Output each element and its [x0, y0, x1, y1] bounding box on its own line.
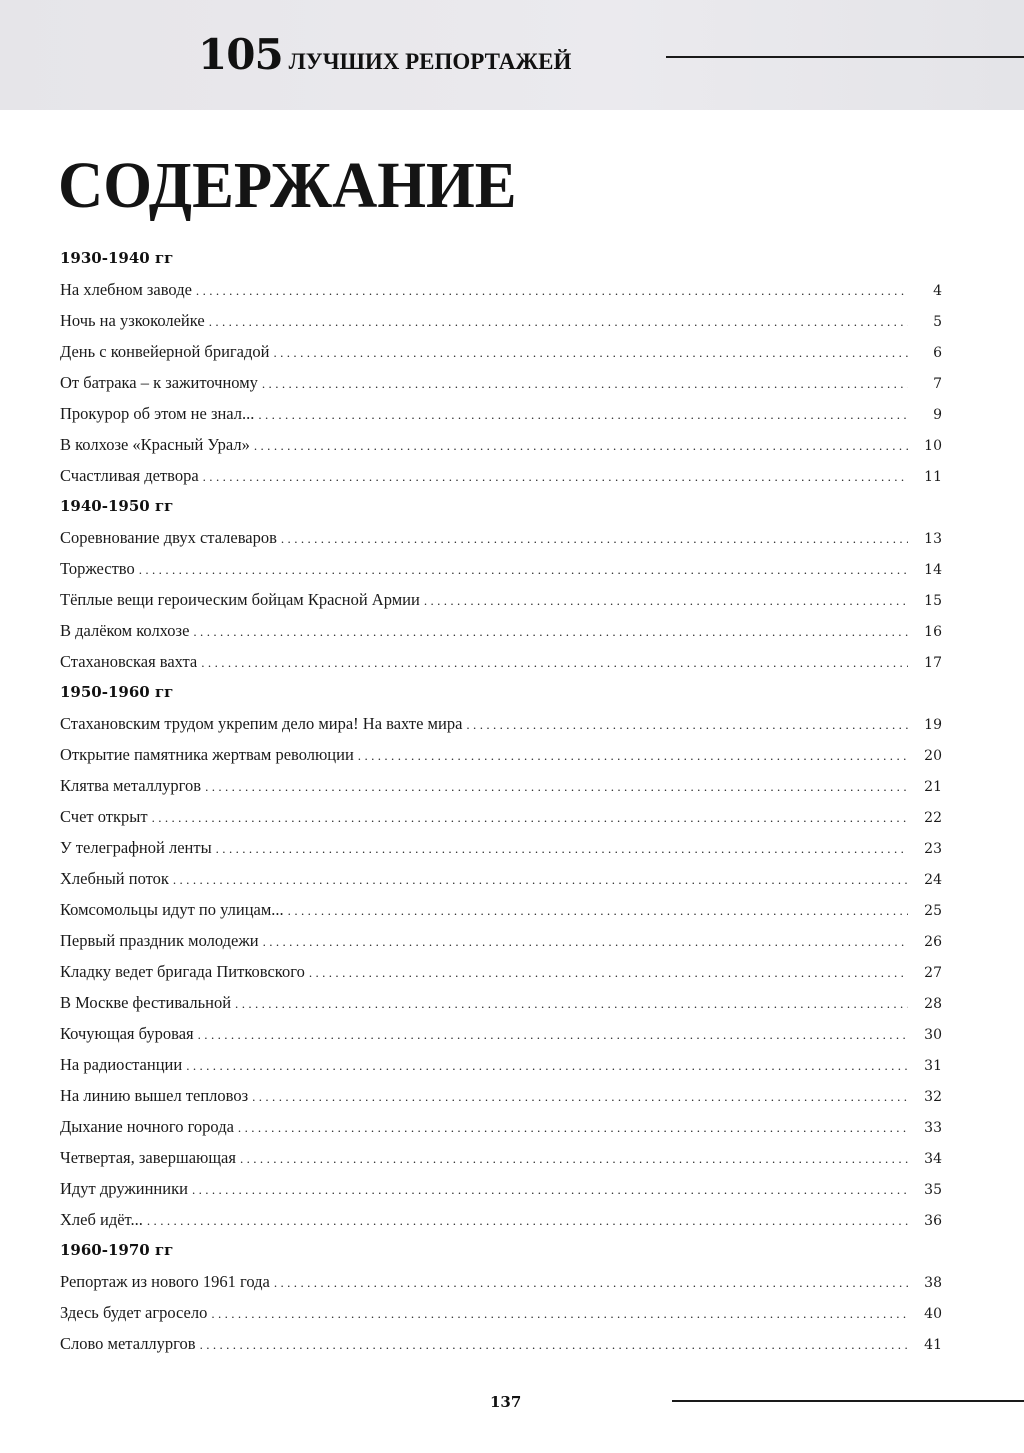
toc-entry-title: Счет открыт	[60, 807, 148, 826]
toc-entry-page: 10	[924, 438, 942, 454]
toc-entry-title: В колхозе «Красный Урал»	[60, 435, 250, 454]
toc-entry-page: 14	[924, 562, 942, 578]
header-rule	[666, 56, 1024, 58]
toc-entry-title: Ночь на узкоколейке	[60, 311, 205, 330]
toc-entry-page: 40	[924, 1306, 942, 1322]
toc-entry-title: Счастливая детвора	[60, 466, 199, 485]
toc-entry-title: Клятва металлургов	[60, 776, 202, 795]
toc-entry[interactable]	[60, 398, 942, 429]
dot-leader	[238, 1112, 908, 1143]
toc-entry[interactable]	[60, 1173, 942, 1204]
toc-entry-title: Стахановским трудом укрепим дело мира! На вахте мира	[60, 714, 463, 733]
toc-entry[interactable]	[60, 1142, 942, 1173]
toc-entry-page: 27	[924, 965, 942, 981]
toc-entry[interactable]	[60, 770, 942, 801]
dot-leader	[424, 585, 908, 616]
toc-entry[interactable]	[60, 1049, 942, 1080]
dot-leader	[209, 306, 908, 337]
toc-entry-page: 19	[924, 717, 942, 733]
toc-entry-title: Тёплые вещи героическим бойцам Красной Армии	[60, 590, 420, 609]
toc-entry-title: Здесь будет агросело	[60, 1303, 208, 1322]
section-heading: 1940-1950 гг	[60, 497, 174, 515]
toc-entry-title: Хлебный поток	[60, 869, 169, 888]
toc-entry-page: 38	[924, 1275, 942, 1291]
dot-leader	[216, 833, 908, 864]
toc-entry-page: 31	[924, 1058, 942, 1074]
toc-entry-title: От батрака – к зажиточному	[60, 373, 258, 392]
toc-entry-title: Слово металлургов	[60, 1334, 196, 1353]
toc-entry-title: Кладку ведет бригада Питковского	[60, 962, 305, 981]
toc-entry-page: 11	[924, 469, 942, 485]
toc-entry-page: 6	[933, 345, 942, 361]
table-of-contents	[60, 243, 942, 1359]
toc-entry-page: 4	[933, 283, 942, 299]
toc-entry-title: Прокурор об этом не знал...	[60, 404, 255, 423]
toc-entry[interactable]	[60, 584, 942, 615]
toc-entry[interactable]	[60, 336, 942, 367]
toc-entry[interactable]	[60, 1080, 942, 1111]
toc-entry[interactable]	[60, 1204, 942, 1235]
toc-entry[interactable]	[60, 305, 942, 336]
toc-entry-page: 36	[924, 1213, 942, 1229]
toc-entry-title: В далёком колхозе	[60, 621, 190, 640]
dot-leader	[192, 1174, 908, 1205]
toc-entry[interactable]	[60, 1328, 942, 1359]
toc-entry[interactable]	[60, 1266, 942, 1297]
toc-entry[interactable]	[60, 801, 942, 832]
toc-entry[interactable]	[60, 863, 942, 894]
toc-entry-title: Дыхание ночного города	[60, 1117, 234, 1136]
toc-entry[interactable]	[60, 460, 942, 491]
toc-entry-page: 32	[924, 1089, 942, 1105]
dot-leader	[193, 616, 908, 647]
toc-entry[interactable]	[60, 925, 942, 956]
toc-entry-title: Торжество	[60, 559, 135, 578]
dot-leader	[186, 1050, 908, 1081]
dot-leader	[358, 740, 908, 771]
toc-entry-page: 28	[924, 996, 942, 1012]
toc-entry-title: Хлеб идёт...	[60, 1210, 143, 1229]
toc-entry-title: На радиостанции	[60, 1055, 183, 1074]
dot-leader	[252, 1081, 908, 1112]
dot-leader	[273, 337, 908, 368]
toc-entry-page: 15	[924, 593, 942, 609]
dot-leader	[205, 771, 908, 802]
toc-entry[interactable]	[60, 429, 942, 460]
dot-leader	[240, 1143, 908, 1174]
toc-entry-title: Открытие памятника жертвам революции	[60, 745, 354, 764]
dot-leader	[309, 957, 908, 988]
dot-leader	[211, 1298, 908, 1329]
page-number: 137	[490, 1393, 522, 1411]
toc-entry-page: 13	[924, 531, 942, 547]
section-heading: 1960-1970 гг	[60, 1241, 174, 1259]
toc-entry-page: 41	[924, 1337, 942, 1353]
dot-leader	[147, 1205, 908, 1236]
toc-entry[interactable]	[60, 553, 942, 584]
toc-entry[interactable]	[60, 367, 942, 398]
toc-entry[interactable]	[60, 274, 942, 305]
dot-leader	[152, 802, 908, 833]
dot-leader	[466, 709, 908, 740]
dot-leader	[281, 523, 908, 554]
dot-leader	[196, 275, 908, 306]
toc-entry-page: 35	[924, 1182, 942, 1198]
toc-entry-page: 5	[933, 314, 942, 330]
dot-leader	[235, 988, 908, 1019]
dot-leader	[203, 461, 908, 492]
toc-entry-title: В Москве фестивальной	[60, 993, 232, 1012]
dot-leader	[274, 1267, 908, 1298]
toc-entry-title: На хлебном заводе	[60, 280, 192, 299]
dot-leader	[254, 430, 908, 461]
dot-leader	[263, 926, 908, 957]
dot-leader	[201, 647, 908, 678]
toc-entry-title: Соревнование двух сталеваров	[60, 528, 277, 547]
toc-entry-page: 16	[924, 624, 942, 640]
book-title-text: ЛУЧШИХ РЕПОРТАЖЕЙ	[288, 49, 572, 74]
toc-entry-page: 17	[924, 655, 942, 671]
toc-entry-title: Первый праздник молодежи	[60, 931, 259, 950]
toc-entry-title: У телеграфной ленты	[60, 838, 212, 857]
toc-entry-page: 22	[924, 810, 942, 826]
book-title	[198, 30, 571, 79]
toc-entry-title: Стахановская вахта	[60, 652, 198, 671]
page-title: СОДЕРЖАНИЕ	[58, 149, 517, 222]
toc-entry-title: На линию вышел тепловоз	[60, 1086, 249, 1105]
dot-leader	[173, 864, 908, 895]
dot-leader	[288, 895, 908, 926]
toc-entry-title: Кочующая буровая	[60, 1024, 194, 1043]
toc-entry[interactable]	[60, 1297, 942, 1328]
toc-entry-page: 25	[924, 903, 942, 919]
toc-entry-title: День с конвейерной бригадой	[60, 342, 270, 361]
footer-rule	[672, 1400, 1024, 1402]
toc-entry-page: 9	[933, 407, 942, 423]
book-title-number: 105	[198, 30, 283, 79]
toc-entry-title: Четвертая, завершающая	[60, 1148, 236, 1167]
toc-entry[interactable]	[60, 615, 942, 646]
toc-entry[interactable]	[60, 522, 942, 553]
dot-leader	[198, 1019, 908, 1050]
toc-entry-page: 34	[924, 1151, 942, 1167]
toc-entry-title: Идут дружинники	[60, 1179, 188, 1198]
section-heading: 1930-1940 гг	[60, 249, 174, 267]
toc-entry[interactable]	[60, 832, 942, 863]
toc-entry[interactable]	[60, 646, 942, 677]
toc-entry[interactable]	[60, 708, 942, 739]
dot-leader	[200, 1329, 908, 1360]
toc-entry[interactable]	[60, 1111, 942, 1142]
toc-entry-page: 21	[924, 779, 942, 795]
toc-entry-title: Комсомольцы идут по улицам...	[60, 900, 284, 919]
toc-entry-page: 20	[924, 748, 942, 764]
dot-leader	[139, 554, 908, 585]
toc-entry[interactable]	[60, 894, 942, 925]
dot-leader	[258, 399, 908, 430]
toc-entry-title: Репортаж из нового 1961 года	[60, 1272, 270, 1291]
toc-entry-page: 7	[933, 376, 942, 392]
toc-entry-page: 24	[924, 872, 942, 888]
dot-leader	[262, 368, 908, 399]
toc-entry[interactable]	[60, 987, 942, 1018]
section-heading: 1950-1960 гг	[60, 683, 174, 701]
toc-entry-page: 23	[924, 841, 942, 857]
toc-entry[interactable]	[60, 1018, 942, 1049]
toc-entry-page: 30	[924, 1027, 942, 1043]
toc-entry[interactable]	[60, 956, 942, 987]
toc-entry[interactable]	[60, 739, 942, 770]
toc-entry-page: 33	[924, 1120, 942, 1136]
toc-entry-page: 26	[924, 934, 942, 950]
